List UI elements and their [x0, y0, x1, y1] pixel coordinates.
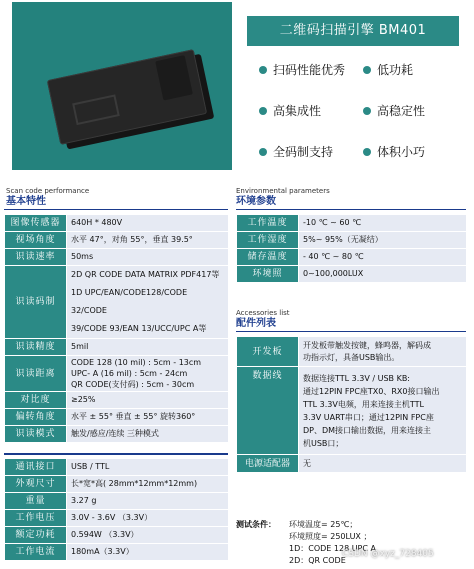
section-heading: 环境参数: [236, 196, 276, 207]
table-row: [5, 409, 229, 426]
table-row: [5, 426, 229, 443]
product-title: 二维码扫描引擎 BM401: [247, 16, 459, 46]
test-condition-line: 环境照度= 250LUX ；: [289, 532, 372, 541]
table-row: [5, 510, 229, 527]
table-row: [237, 266, 467, 283]
feature-item: 低功耗: [377, 63, 414, 77]
section-rule: [4, 453, 228, 455]
row-value: 640H * 480V: [67, 215, 229, 232]
row-label: 重量: [5, 493, 67, 510]
row-value: 5mil: [67, 339, 229, 356]
table-row: [5, 459, 229, 476]
row-label: 环境照: [237, 266, 299, 283]
test-conditions-label: 测试条件：: [236, 520, 276, 529]
row-label: 偏转角度: [5, 409, 67, 426]
value-line: DP、DM接口输出数据，用来连接主: [303, 425, 432, 435]
table-row: [237, 367, 467, 455]
table-row: [5, 493, 229, 510]
value-line: 机USB口；: [303, 438, 344, 448]
product-photo: [12, 2, 232, 170]
table-row: [237, 215, 467, 232]
value-line: CODE 128 (10 mil) : 5cm - 13cm: [71, 358, 202, 367]
value-line: 功指示灯，具备USB输出。: [303, 352, 400, 362]
row-label: 识读码制: [5, 266, 67, 339]
row-value: 5%~ 95%（无凝结）: [299, 232, 467, 249]
row-label: 对比度: [5, 392, 67, 409]
row-value: [67, 266, 229, 339]
row-value: 0.594W （3.3V）: [67, 527, 229, 544]
row-value: 3.0V - 3.6V （3.3V）: [67, 510, 229, 527]
row-label: 数据线: [237, 367, 299, 455]
row-value: 触发/感应/连续 三种模式: [67, 426, 229, 443]
row-value: 3.27 g: [67, 493, 229, 510]
value-line: 2D QR CODE DATA MATRIX PDF417等: [71, 270, 220, 279]
table-row: [237, 337, 467, 367]
table-row: [237, 249, 467, 266]
bullet-icon: [363, 148, 371, 156]
row-label: 储存温度: [237, 249, 299, 266]
row-label: 额定功耗: [5, 527, 67, 544]
row-label: 工作电流: [5, 544, 67, 561]
row-label: 电源适配器: [237, 455, 299, 473]
accessories-table: [236, 336, 467, 473]
feature-item: 扫码性能优秀: [273, 63, 346, 77]
row-label: 开发板: [237, 337, 299, 367]
row-value: 50ms: [67, 249, 229, 266]
value-line: 1D UPC/EAN/CODE128/CODE 32/CODE: [71, 288, 188, 315]
row-label: 通讯接口: [5, 459, 67, 476]
row-label: 外观尺寸: [5, 476, 67, 493]
electrical-spec-table: [4, 458, 229, 561]
table-row: [5, 266, 229, 339]
row-value: [67, 356, 229, 392]
row-label: 识读距离: [5, 356, 67, 392]
value-line: QR CODE(支付码) : 5cm - 30cm: [71, 380, 195, 389]
table-row: [5, 392, 229, 409]
bullet-icon: [259, 66, 267, 74]
row-value: -10 ℃ ~ 60 ℃: [299, 215, 467, 232]
bullet-icon: [363, 66, 371, 74]
bullet-icon: [259, 148, 267, 156]
row-value: ≥25%: [67, 392, 229, 409]
section-heading-en: Environmental parameters: [236, 187, 330, 195]
row-value: USB / TTL: [67, 459, 229, 476]
section-rule: [236, 209, 466, 210]
value-line: TTL 3.3V电频，用来连接主机TTL: [303, 399, 424, 409]
section-heading: 配件列表: [236, 318, 276, 329]
basic-spec-table: [4, 214, 229, 443]
row-label: 视场角度: [5, 232, 67, 249]
table-row: [5, 544, 229, 561]
row-label: 工作电压: [5, 510, 67, 527]
table-row: [5, 339, 229, 356]
row-label: 识读速率: [5, 249, 67, 266]
table-row: [5, 356, 229, 392]
section-heading-en: Accessories list: [236, 309, 290, 317]
table-row: [5, 215, 229, 232]
row-value: 180mA（3.3V）: [67, 544, 229, 561]
section-rule: [236, 331, 466, 332]
value-line: 通过12PIN FPC座TX0、RX0接口输出: [303, 386, 440, 396]
test-condition-line: 1D：CODE 128 UPC A: [289, 544, 376, 553]
section-rule: [4, 209, 228, 210]
watermark: CSDN @xyz_728405: [342, 549, 434, 559]
row-label: 工作温度: [237, 215, 299, 232]
row-value: 0~100,000LUX: [299, 266, 467, 283]
table-row: [237, 455, 467, 473]
feature-item: 体积小巧: [377, 145, 426, 159]
row-value: - 40 ℃ ~ 80 ℃: [299, 249, 467, 266]
table-row: [5, 232, 229, 249]
bullet-icon: [363, 107, 371, 115]
value-line: 数据连接TTL 3.3V / USB KB:: [303, 373, 411, 383]
bullet-icon: [259, 107, 267, 115]
value-line: 3.3V UART串口；通过12PIN FPC座: [303, 412, 434, 422]
row-value: 水平 ± 55° 垂直 ± 55° 旋转360°: [67, 409, 229, 426]
feature-item: 高集成性: [273, 104, 322, 118]
value-line: UPC- A (16 mil) : 5cm - 24cm: [71, 369, 188, 378]
test-condition-line: 环境温度= 25℃；: [289, 520, 358, 529]
section-heading-en: Scan code performance: [6, 187, 90, 195]
row-label: 图像传感器: [5, 215, 67, 232]
scanner-module-image: [47, 49, 207, 145]
test-condition-line: 2D：QR CODE: [289, 556, 346, 565]
value-line: 开发板带触发按键，蜂鸣器，解码成: [303, 340, 431, 350]
environment-table: [236, 214, 467, 283]
section-heading: 基本特性: [6, 196, 46, 207]
feature-item: 全码制支持: [273, 145, 334, 159]
row-label: 识读模式: [5, 426, 67, 443]
row-value: 长*宽*高( 28mm*12mm*12mm): [67, 476, 229, 493]
table-row: [237, 232, 467, 249]
feature-item: 高稳定性: [377, 104, 426, 118]
row-value: [299, 367, 467, 455]
value-line: 39/CODE 93/EAN 13/UCC/UPC A等: [71, 324, 207, 333]
row-label: 工作湿度: [237, 232, 299, 249]
table-row: [5, 527, 229, 544]
row-value: 水平 47°，对角 55°，垂直 39.5°: [67, 232, 229, 249]
table-row: [5, 249, 229, 266]
row-value: [299, 337, 467, 367]
row-label: 识读精度: [5, 339, 67, 356]
table-row: [5, 476, 229, 493]
row-value: 无: [299, 455, 467, 473]
